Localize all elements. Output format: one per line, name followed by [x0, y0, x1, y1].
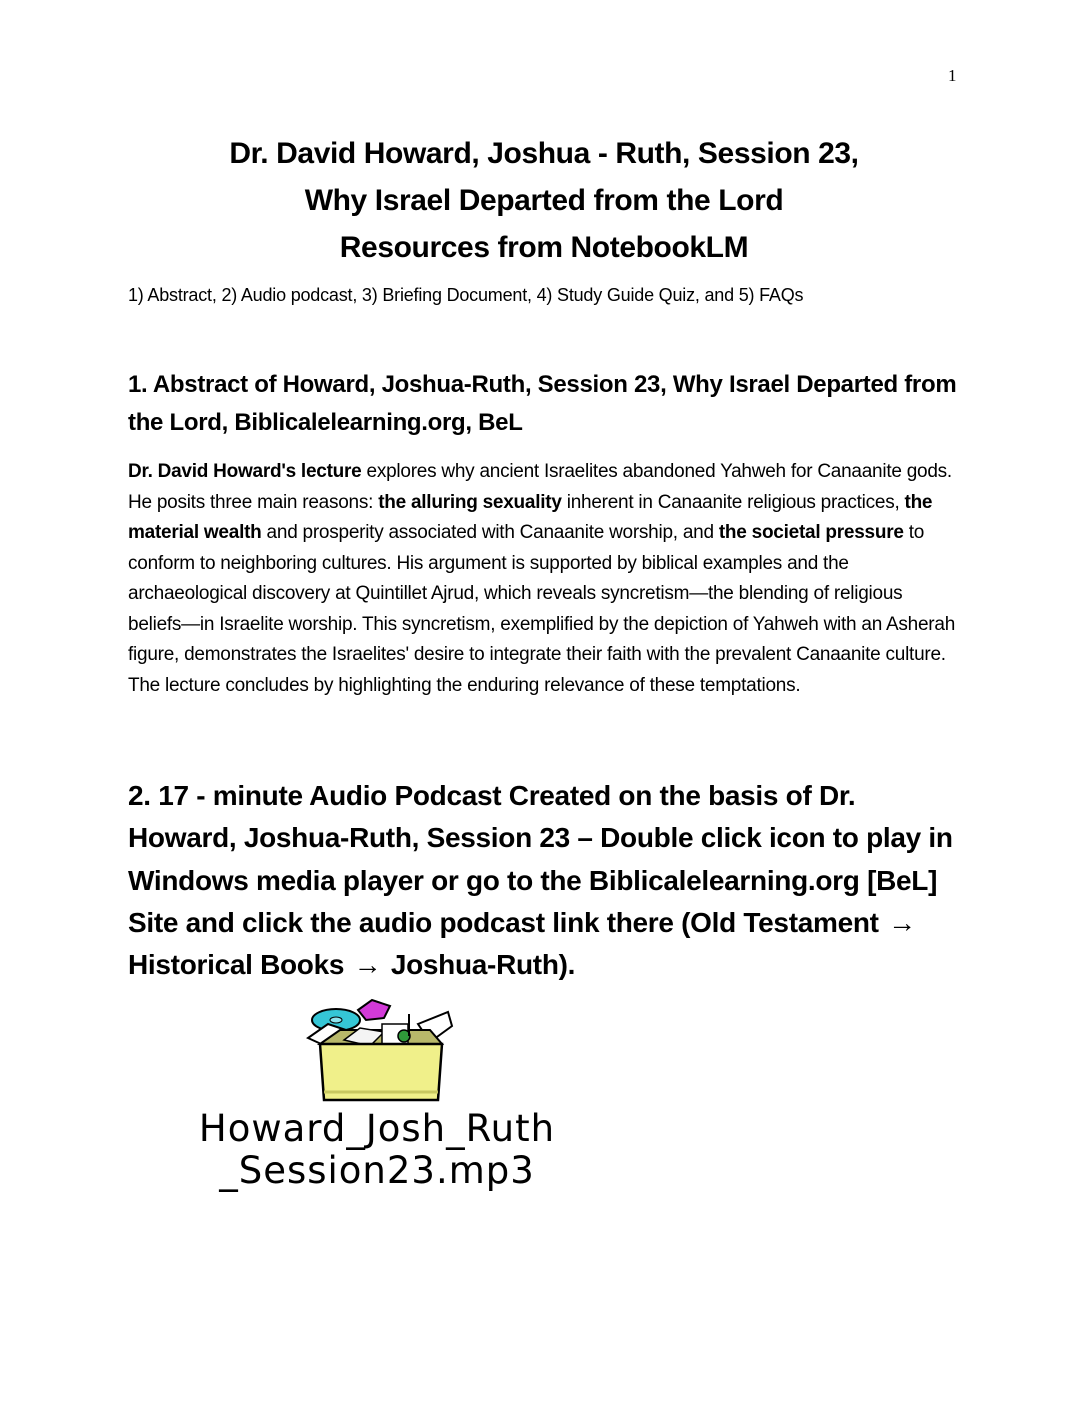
title-line-3: Resources from NotebookLM — [339, 231, 749, 264]
audio-file-name[interactable] — [132, 1108, 622, 1192]
file-name-line-1: Howard_Josh_Ruth — [198, 1107, 556, 1150]
arrow-right-icon: → — [888, 906, 916, 938]
file-name-line-2: _Session23.mp3 — [219, 1149, 535, 1192]
podcast-heading-text: Joshua-Ruth). — [383, 949, 576, 981]
page-number: 1 — [948, 66, 957, 85]
podcast-heading-text: 2. 17 - minute Audio Podcast Created on the basis of Dr. Howard, Joshua-Ruth, Session 23 – Double click icon to play in Windows media player or go to the Biblicalelearning.org [BeL] Site and click the audio podcast link there (Old Testament — [128, 780, 953, 938]
audio-podcast-heading — [128, 775, 968, 986]
abstract-segment: to conform to neighboring cultures. His argument is supported by biblical examples and the archaeological discovery at Quintillet Ajrud, which reveals syncretism—the blending of religious beliefs—in Israelite worship. This syncretism, exemplified by the depiction of Yahweh with an Asherah figure, demonstrates the Israelites' desire to integrate their faith with the prevalent Canaanite culture. The lecture concludes by highlighting the enduring relevance of these temptations. — [128, 522, 956, 696]
abstract-heading: 1. Abstract of Howard, Joshua-Ruth, Session 23, Why Israel Departed from the Lord, Biblicalelearning.org, BeL — [128, 371, 957, 436]
abstract-segment: and prosperity associated with Canaanite worship, and — [261, 522, 719, 543]
abstract-segment: inherent in Canaanite religious practices, — [561, 491, 905, 513]
arrow-right-icon: → — [353, 949, 382, 981]
podcast-heading-text: Historical Books — [128, 949, 352, 981]
magenta-disc — [358, 1000, 390, 1020]
abstract-segment-bold: the material wealth — [128, 491, 933, 543]
package-icon[interactable] — [300, 996, 460, 1106]
abstract-paragraph — [128, 457, 960, 701]
cyan-disc-hole — [330, 1017, 342, 1023]
abstract-segment-bold: the societal pressure — [718, 522, 904, 543]
abstract-segment-bold: Dr. David Howard's lecture — [128, 461, 362, 482]
abstract-segment: explores why ancient Israelites abandoned Yahweh for Canaanite gods. He posits three main reasons: — [128, 461, 952, 513]
abstract-segment-bold: the alluring sexuality — [378, 491, 562, 513]
document-title — [0, 130, 1088, 271]
resources-list: 1) Abstract, 2) Audio podcast, 3) Briefing Document, 4) Study Guide Quiz, and 5) FAQs — [128, 285, 804, 305]
title-line-2: Why Israel Departed from the Lord — [304, 184, 784, 217]
title-line-1: Dr. David Howard, Joshua - Ruth, Session 23, — [229, 137, 859, 170]
